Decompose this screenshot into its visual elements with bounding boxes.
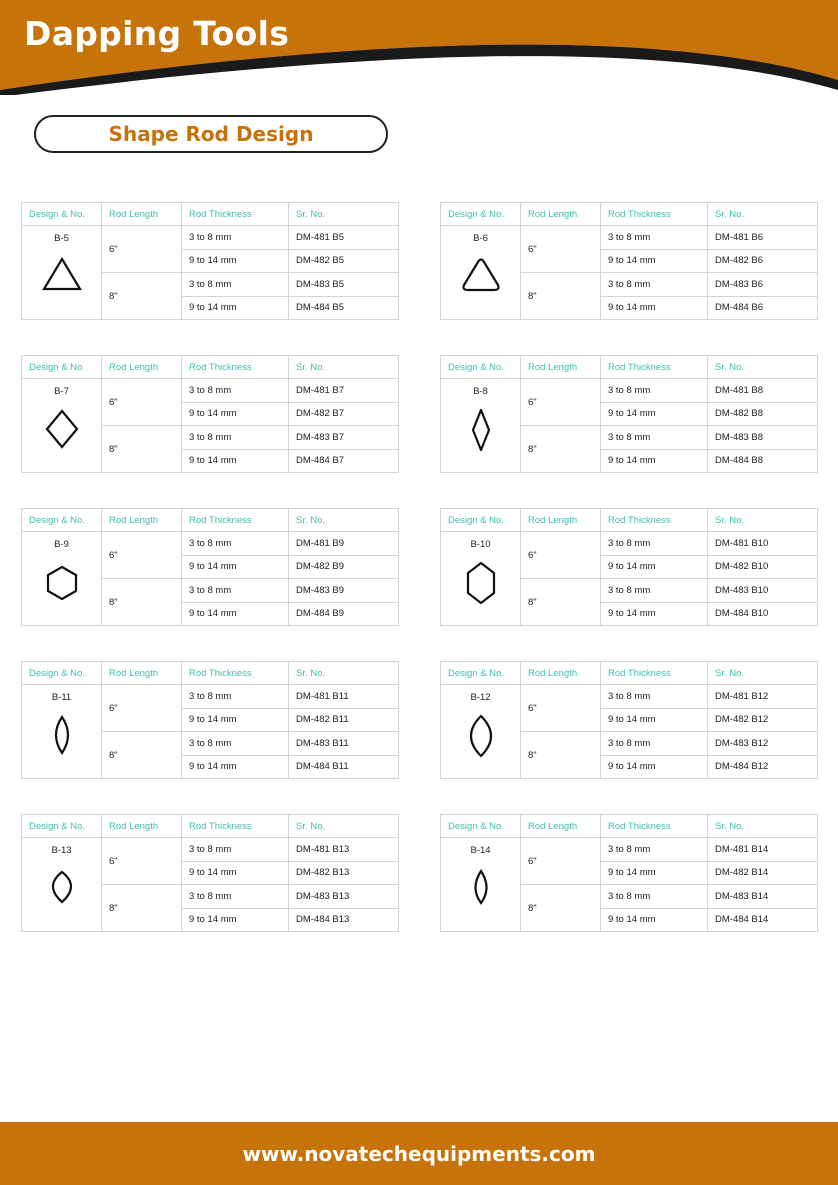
rod-thickness-cell: 9 to 14 mm	[601, 861, 708, 885]
design-number: B-6	[473, 233, 488, 244]
sr-no-cell: DM-481 B5	[289, 226, 399, 250]
hexagon-icon	[42, 562, 82, 604]
header-design: Design & No.	[441, 356, 521, 379]
rod-thickness-cell: 9 to 14 mm	[182, 296, 289, 320]
rod-thickness-cell: 9 to 14 mm	[182, 908, 289, 932]
header-sr-no: Sr. No.	[289, 509, 399, 532]
rod-thickness-cell: 3 to 8 mm	[182, 379, 289, 403]
rod-length-cell: 8"	[102, 426, 182, 473]
rounded-triangle-icon	[461, 256, 501, 298]
rod-length-cell: 6"	[521, 226, 601, 273]
rod-thickness-cell: 9 to 14 mm	[182, 861, 289, 885]
sr-no-cell: DM-481 B12	[708, 685, 818, 709]
rod-thickness-cell: 3 to 8 mm	[601, 273, 708, 297]
table-row	[22, 226, 399, 250]
rod-thickness-cell: 3 to 8 mm	[601, 379, 708, 403]
header-design: Design & No.	[22, 815, 102, 838]
rod-thickness-cell: 3 to 8 mm	[601, 226, 708, 250]
diamond-icon	[42, 409, 82, 451]
rod-thickness-cell: 9 to 14 mm	[601, 908, 708, 932]
rod-length-cell: 6"	[521, 532, 601, 579]
wide-marquise-icon	[461, 715, 501, 757]
rod-length-cell: 6"	[521, 379, 601, 426]
rod-thickness-cell: 9 to 14 mm	[601, 402, 708, 426]
rod-thickness-cell: 3 to 8 mm	[182, 838, 289, 862]
header-sr-no: Sr. No.	[289, 662, 399, 685]
rod-thickness-cell: 9 to 14 mm	[182, 755, 289, 779]
rod-length-cell: 6"	[102, 685, 182, 732]
table-row	[441, 379, 818, 403]
header-design: Design & No.	[22, 509, 102, 532]
header-length: Rod Length	[102, 662, 182, 685]
rod-length-cell: 6"	[521, 685, 601, 732]
sr-no-cell: DM-482 B5	[289, 249, 399, 273]
rod-length-cell: 8"	[521, 732, 601, 779]
sr-no-cell: DM-484 B8	[708, 449, 818, 473]
rod-thickness-cell: 9 to 14 mm	[601, 708, 708, 732]
header-design: Design & No.	[441, 203, 521, 226]
rod-thickness-cell: 3 to 8 mm	[601, 532, 708, 556]
sr-no-cell: DM-481 B13	[289, 838, 399, 862]
sr-no-cell: DM-483 B12	[708, 732, 818, 756]
sr-no-cell: DM-484 B5	[289, 296, 399, 320]
product-table-b-13	[21, 814, 399, 932]
table-row	[22, 532, 399, 556]
sr-no-cell: DM-483 B6	[708, 273, 818, 297]
page-header	[0, 0, 838, 95]
sr-no-cell: DM-483 B7	[289, 426, 399, 450]
sr-no-cell: DM-481 B14	[708, 838, 818, 862]
rod-length-cell: 6"	[102, 838, 182, 885]
sr-no-cell: DM-481 B6	[708, 226, 818, 250]
rod-thickness-cell: 3 to 8 mm	[182, 732, 289, 756]
design-cell	[22, 532, 102, 626]
page-title: Dapping Tools	[24, 14, 290, 53]
product-table-b-11	[21, 661, 399, 779]
sr-no-cell: DM-484 B11	[289, 755, 399, 779]
design-number: B-9	[54, 539, 69, 550]
header-sr-no: Sr. No.	[289, 815, 399, 838]
narrow-marquise-icon	[42, 715, 82, 757]
header-thickness: Rod Thickness	[182, 662, 289, 685]
header-length: Rod Length	[521, 509, 601, 532]
header-length: Rod Length	[521, 356, 601, 379]
marquise-icon	[42, 868, 82, 910]
sr-no-cell: DM-482 B9	[289, 555, 399, 579]
table-row	[22, 685, 399, 709]
rod-thickness-cell: 3 to 8 mm	[601, 885, 708, 909]
table-header-row	[22, 356, 399, 379]
header-length: Rod Length	[102, 356, 182, 379]
sr-no-cell: DM-482 B12	[708, 708, 818, 732]
sr-no-cell: DM-484 B12	[708, 755, 818, 779]
rod-thickness-cell: 9 to 14 mm	[182, 602, 289, 626]
header-thickness: Rod Thickness	[601, 509, 708, 532]
design-number: B-11	[51, 692, 72, 703]
rod-length-cell: 8"	[102, 732, 182, 779]
rod-thickness-cell: 3 to 8 mm	[601, 732, 708, 756]
rod-length-cell: 8"	[102, 273, 182, 320]
rod-thickness-cell: 9 to 14 mm	[601, 755, 708, 779]
sr-no-cell: DM-483 B11	[289, 732, 399, 756]
header-length: Rod Length	[102, 203, 182, 226]
design-cell	[22, 379, 102, 473]
design-cell	[441, 226, 521, 320]
sr-no-cell: DM-482 B6	[708, 249, 818, 273]
sr-no-cell: DM-484 B6	[708, 296, 818, 320]
table-header-row	[441, 662, 818, 685]
header-sr-no: Sr. No.	[289, 203, 399, 226]
rod-length-cell: 6"	[102, 226, 182, 273]
rod-length-cell: 8"	[521, 273, 601, 320]
sr-no-cell: DM-481 B11	[289, 685, 399, 709]
rod-thickness-cell: 9 to 14 mm	[601, 602, 708, 626]
header-sr-no: Sr. No.	[289, 356, 399, 379]
sr-no-cell: DM-482 B14	[708, 861, 818, 885]
table-header-row	[22, 662, 399, 685]
header-design: Design & No.	[22, 203, 102, 226]
sr-no-cell: DM-481 B8	[708, 379, 818, 403]
rod-thickness-cell: 3 to 8 mm	[601, 426, 708, 450]
rod-thickness-cell: 3 to 8 mm	[182, 685, 289, 709]
table-row	[22, 379, 399, 403]
header-sr-no: Sr. No.	[708, 662, 818, 685]
rod-length-cell: 8"	[521, 426, 601, 473]
product-table-b-6	[440, 202, 818, 320]
triangle-icon	[42, 256, 82, 298]
rod-thickness-cell: 3 to 8 mm	[182, 273, 289, 297]
product-table-b-10	[440, 508, 818, 626]
header-design: Design & No.	[441, 662, 521, 685]
header-design: Design & No.	[441, 815, 521, 838]
table-row	[441, 838, 818, 862]
design-cell	[22, 685, 102, 779]
sr-no-cell: DM-484 B10	[708, 602, 818, 626]
rod-length-cell: 8"	[102, 885, 182, 932]
design-cell	[441, 379, 521, 473]
design-number: B-7	[54, 386, 69, 397]
product-table-b-12	[440, 661, 818, 779]
design-cell	[441, 838, 521, 932]
header-thickness: Rod Thickness	[182, 509, 289, 532]
product-table-b-14	[440, 814, 818, 932]
rod-thickness-cell: 3 to 8 mm	[601, 579, 708, 603]
footer-url[interactable]: www.novatechequipments.com	[242, 1141, 596, 1166]
rod-thickness-cell: 9 to 14 mm	[601, 296, 708, 320]
rod-thickness-cell: 3 to 8 mm	[182, 226, 289, 250]
header-thickness: Rod Thickness	[601, 662, 708, 685]
rod-thickness-cell: 9 to 14 mm	[601, 249, 708, 273]
oval-icon	[461, 868, 501, 910]
sr-no-cell: DM-484 B7	[289, 449, 399, 473]
design-number: B-13	[51, 845, 72, 856]
section-title: Shape Rod Design	[108, 122, 314, 146]
design-cell	[441, 685, 521, 779]
rod-thickness-cell: 3 to 8 mm	[182, 579, 289, 603]
table-header-row	[441, 815, 818, 838]
sr-no-cell: DM-482 B13	[289, 861, 399, 885]
table-row	[22, 838, 399, 862]
header-design: Design & No.	[22, 356, 102, 379]
rod-thickness-cell: 3 to 8 mm	[182, 532, 289, 556]
sr-no-cell: DM-482 B8	[708, 402, 818, 426]
table-header-row	[22, 509, 399, 532]
table-row	[441, 532, 818, 556]
design-cell	[22, 838, 102, 932]
rod-length-cell: 6"	[521, 838, 601, 885]
sr-no-cell: DM-483 B10	[708, 579, 818, 603]
design-number: B-14	[470, 845, 491, 856]
rod-thickness-cell: 3 to 8 mm	[182, 885, 289, 909]
sr-no-cell: DM-481 B7	[289, 379, 399, 403]
header-sr-no: Sr. No.	[708, 815, 818, 838]
sr-no-cell: DM-483 B9	[289, 579, 399, 603]
rod-length-cell: 6"	[102, 379, 182, 426]
sr-no-cell: DM-482 B11	[289, 708, 399, 732]
header-thickness: Rod Thickness	[182, 356, 289, 379]
table-header-row	[441, 203, 818, 226]
product-table-b-8	[440, 355, 818, 473]
product-table-b-5	[21, 202, 399, 320]
rod-thickness-cell: 9 to 14 mm	[182, 449, 289, 473]
table-header-row	[22, 815, 399, 838]
table-row	[441, 685, 818, 709]
sr-no-cell: DM-483 B8	[708, 426, 818, 450]
design-cell	[441, 532, 521, 626]
sr-no-cell: DM-481 B10	[708, 532, 818, 556]
header-length: Rod Length	[521, 203, 601, 226]
header-thickness: Rod Thickness	[182, 815, 289, 838]
rod-thickness-cell: 9 to 14 mm	[182, 249, 289, 273]
design-number: B-5	[54, 233, 69, 244]
header-length: Rod Length	[102, 509, 182, 532]
sr-no-cell: DM-483 B13	[289, 885, 399, 909]
design-number: B-8	[473, 386, 488, 397]
page-footer	[0, 1122, 838, 1185]
sr-no-cell: DM-484 B14	[708, 908, 818, 932]
sr-no-cell: DM-483 B5	[289, 273, 399, 297]
design-cell	[22, 226, 102, 320]
sr-no-cell: DM-481 B9	[289, 532, 399, 556]
header-thickness: Rod Thickness	[601, 815, 708, 838]
sr-no-cell: DM-482 B7	[289, 402, 399, 426]
header-thickness: Rod Thickness	[601, 356, 708, 379]
table-header-row	[441, 509, 818, 532]
header-thickness: Rod Thickness	[182, 203, 289, 226]
table-header-row	[441, 356, 818, 379]
header-length: Rod Length	[102, 815, 182, 838]
header-sr-no: Sr. No.	[708, 356, 818, 379]
header-length: Rod Length	[521, 815, 601, 838]
product-table-b-7	[21, 355, 399, 473]
rod-thickness-cell: 9 to 14 mm	[182, 555, 289, 579]
rod-length-cell: 8"	[102, 579, 182, 626]
sr-no-cell: DM-484 B13	[289, 908, 399, 932]
narrow-diamond-icon	[461, 409, 501, 451]
design-number: B-10	[470, 539, 491, 550]
table-row	[441, 226, 818, 250]
header-sr-no: Sr. No.	[708, 203, 818, 226]
product-table-b-9	[21, 508, 399, 626]
header-length: Rod Length	[521, 662, 601, 685]
rod-thickness-cell: 3 to 8 mm	[601, 685, 708, 709]
rod-thickness-cell: 3 to 8 mm	[182, 426, 289, 450]
rod-thickness-cell: 9 to 14 mm	[601, 555, 708, 579]
header-design: Design & No.	[441, 509, 521, 532]
section-title-pill	[34, 115, 388, 153]
rod-thickness-cell: 9 to 14 mm	[182, 402, 289, 426]
rod-thickness-cell: 9 to 14 mm	[182, 708, 289, 732]
header-sr-no: Sr. No.	[708, 509, 818, 532]
sr-no-cell: DM-482 B10	[708, 555, 818, 579]
rod-thickness-cell: 3 to 8 mm	[601, 838, 708, 862]
rod-length-cell: 8"	[521, 579, 601, 626]
header-design: Design & No.	[22, 662, 102, 685]
rod-length-cell: 6"	[102, 532, 182, 579]
table-header-row	[22, 203, 399, 226]
design-number: B-12	[470, 692, 491, 703]
rod-thickness-cell: 9 to 14 mm	[601, 449, 708, 473]
tall-hexagon-icon	[461, 562, 501, 604]
rod-length-cell: 8"	[521, 885, 601, 932]
sr-no-cell: DM-484 B9	[289, 602, 399, 626]
header-thickness: Rod Thickness	[601, 203, 708, 226]
sr-no-cell: DM-483 B14	[708, 885, 818, 909]
